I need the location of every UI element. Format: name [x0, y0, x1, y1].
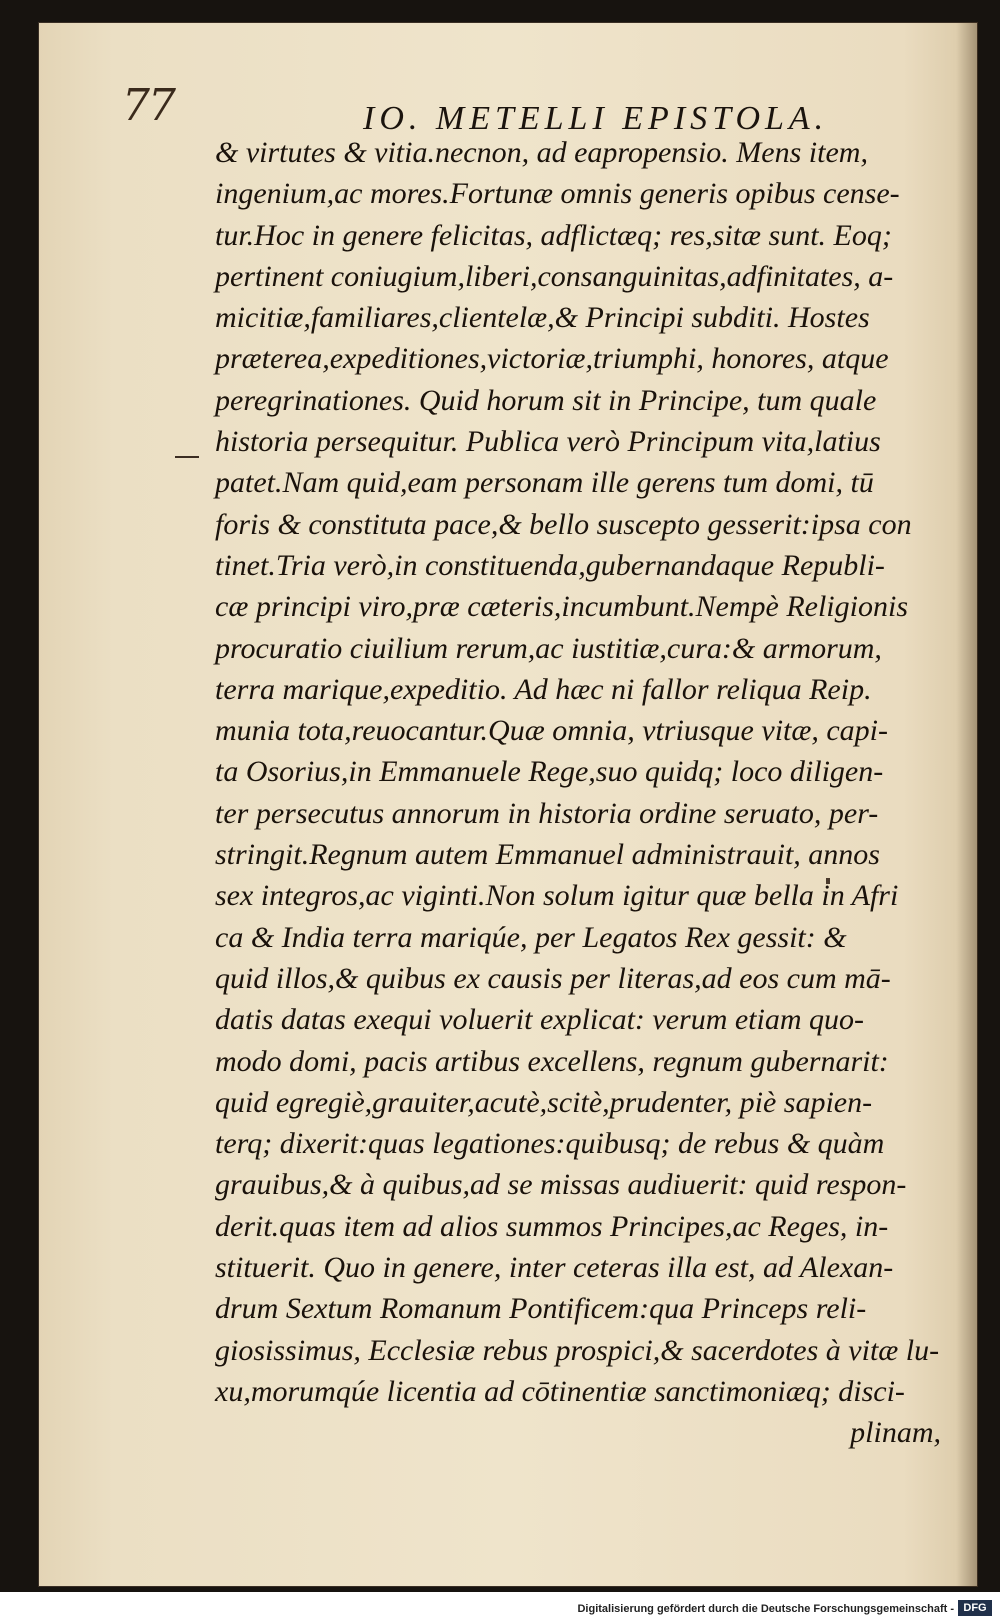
text-line: datis datas exequi voluerit explicat: verum etiam quo-	[215, 1003, 864, 1037]
text-line: sex integros,ac viginti.Non solum igitur quæ bella in Afri	[215, 879, 899, 913]
text-line: patet.Nam quid,eam personam ille gerens tum domi, tū	[215, 466, 874, 500]
text-line: pertinent coniugium,liberi,consanguinitas,adfinitates, a-	[215, 259, 894, 293]
text-line: ingenium,ac mores.Fortunæ omnis generis opibus cense-	[215, 177, 900, 211]
text-line: ca & India terra mariqúe, per Legatos Rex gessit: &	[215, 920, 847, 954]
text-line: terra marique,expeditio. Ad hæc ni fallor reliqua Reip.	[215, 672, 872, 706]
funding-notice: Digitalisierung gefördert durch die Deutsche Forschungsgemeinschaft -	[577, 1603, 954, 1615]
text-line: terq; dixerit:quas legationes:quibusq; de rebus & quàm	[215, 1127, 885, 1161]
text-line: procuratio ciuilium rerum,ac iustitiæ,cura:& armorum,	[215, 631, 882, 665]
body-text	[215, 132, 961, 1454]
text-line: micitiæ,familiares,clientelæ,& Principi subditi. Hostes	[215, 301, 870, 335]
text-line: drum Sextum Romanum Pontificem:qua Princeps reli-	[215, 1292, 867, 1326]
margin-pen-mark	[175, 456, 199, 458]
text-line: derit.quas item ad alios summos Principes,ac Reges, in-	[215, 1209, 889, 1243]
text-line: peregrinationes. Quid horum sit in Principe, tum quale	[215, 383, 877, 417]
text-line: munia tota,reuocantur.Quæ omnia, vtriusque vitæ, capi-	[215, 714, 889, 748]
text-line: foris & constituta pace,& bello suscepto gesserit:ipsa con	[215, 507, 912, 541]
catchword: plinam,	[850, 1416, 941, 1450]
text-line: quid illos,& quibus ex causis per literas,ad eos cum mā-	[215, 961, 891, 995]
text-line: quid egregiè,grauiter,acutè,scitè,prudenter, piè sapien-	[215, 1085, 873, 1119]
text-line: cæ principi viro,præ cæteris,incumbunt.Nempè Religionis	[215, 590, 908, 624]
dfg-logo-icon: DFG	[958, 1600, 992, 1616]
running-head: IO. METELLI EPISTOLA.	[363, 100, 829, 137]
text-line: giosissimus, Ecclesiæ rebus prospici,& sacerdotes à vitæ lu-	[215, 1333, 940, 1367]
text-line: tur.Hoc in genere felicitas, adflictæq; res,sitæ sunt. Eoq;	[215, 218, 892, 252]
text-line: xu,morumqúe licentia ad cōtinentiæ sanctimoniæq; disci-	[215, 1374, 905, 1408]
text-line: stringit.Regnum autem Emmanuel administrauit, annos	[215, 838, 880, 872]
text-line: historia persequitur. Publica verò Principum vita,latius	[215, 425, 881, 459]
text-line: ta Osorius,in Emmanuele Rege,suo quidq; loco diligen-	[215, 755, 884, 789]
text-line: grauibus,& à quibus,ad se missas audiuerit: quid respon-	[215, 1168, 907, 1202]
text-line: & virtutes & vitia.necnon, ad eapropensio. Mens item,	[215, 136, 868, 169]
text-line: stituerit. Quo in genere, inter ceteras illa est, ad Alexan-	[215, 1251, 894, 1285]
page-number: 77	[122, 80, 174, 131]
text-line: tinet.Tria verò,in constituenda,gubernandaque Republi-	[215, 548, 885, 582]
text-line: modo domi, pacis artibus excellens, regnum gubernarit:	[215, 1044, 889, 1078]
text-line: præterea,expeditiones,victoriæ,triumphi, honores, atque	[215, 342, 889, 376]
text-line: ter persecutus annorum in historia ordine seruato, per-	[215, 796, 879, 830]
